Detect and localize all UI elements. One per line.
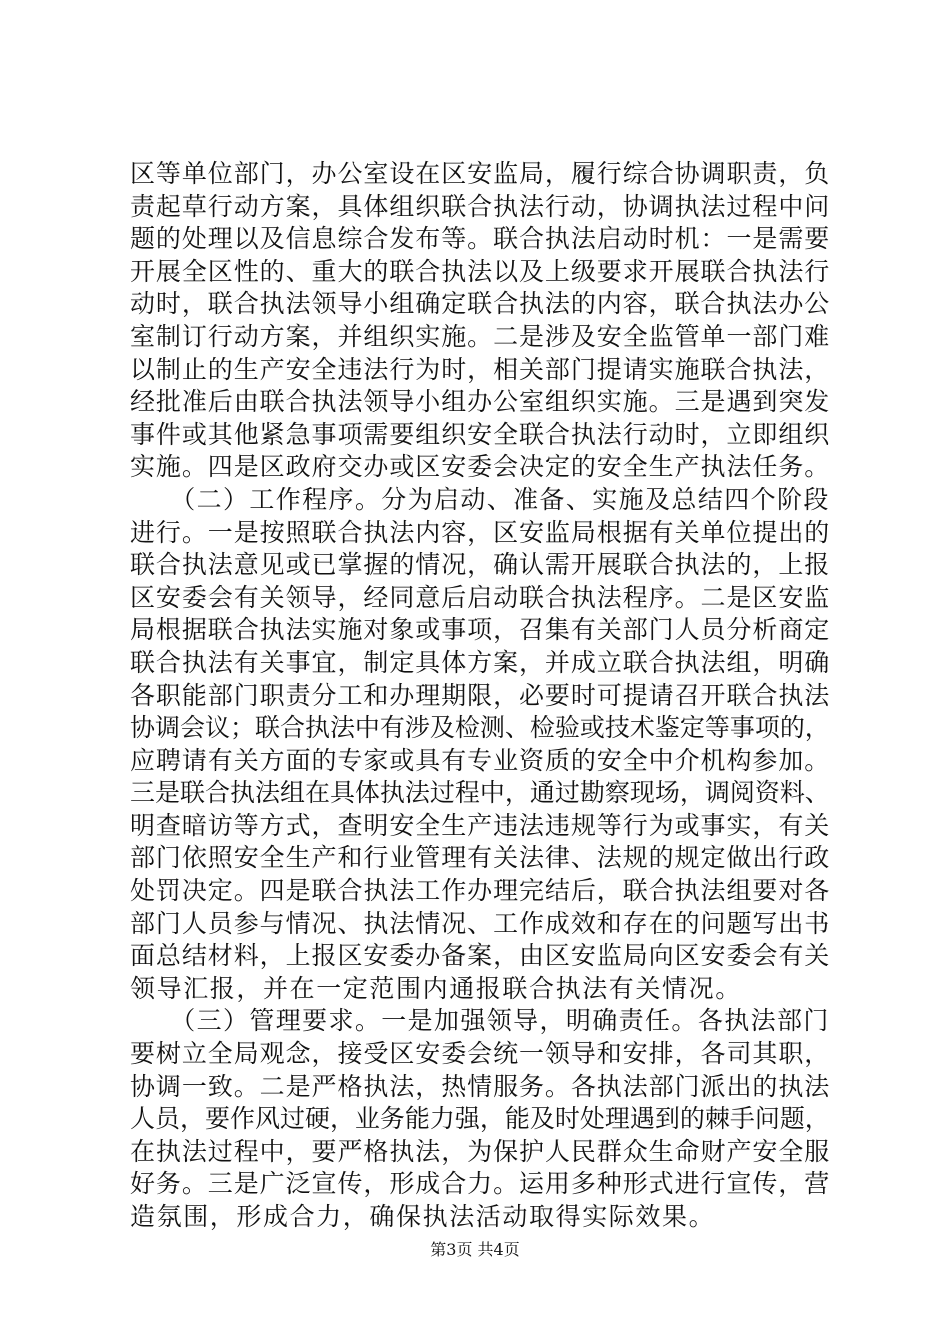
text-line: 联合执法有关事宜，制定具体方案，并成立联合执法组，明确 [130, 647, 831, 677]
text-line: 区等单位部门，办公室设在区安监局，履行综合协调职责，负 [130, 159, 831, 188]
text-line: 领导汇报，并在一定范围内通报联合执法有关情况。 [130, 973, 742, 1003]
text-line: 造氛围，形成合力，确保执法活动取得实际效果。 [130, 1202, 716, 1231]
text-line: 责起草行动方案，具体组织联合执法行动，协调执法过程中问 [130, 191, 831, 221]
text-line: 以制止的生产安全违法行为时，相关部门提请实施联合执法， [130, 354, 831, 384]
text-line: 局根据联合执法实施对象或事项，召集有关部门人员分析商定 [130, 615, 831, 645]
text-line: 进行。一是按照联合执法内容，区安监局根据有关单位提出的 [130, 517, 831, 547]
text-line: 联合执法意见或已掌握的情况，确认需开展联合执法的，上报 [130, 550, 831, 580]
text-line: 实施。四是区政府交办或区安委会决定的安全生产执法任务。 [130, 452, 831, 482]
body-text [130, 158, 830, 1234]
text-line: 协调会议；联合执法中有涉及检测、检验或技术鉴定等事项的， [130, 713, 830, 743]
text-line: 明查暗访等方式，查明安全生产违法违规等行为或事实，有关 [130, 810, 831, 840]
text-line: 处罚决定。四是联合执法工作办理完结后，联合执法组要对各 [130, 876, 831, 906]
text-line: 面总结材料，上报区安委办备案，由区安监局向区安委会有关 [130, 941, 831, 971]
text-line: 在执法过程中，要严格执法，为保护人民群众生命财产安全服 [130, 1136, 831, 1166]
text-line: 协调一致。二是严格执法，热情服务。各执法部门派出的执法 [130, 1071, 831, 1101]
text-line: （二）工作程序。分为启动、准备、实施及总结四个阶段 [130, 484, 830, 514]
text-line: （三）管理要求。一是加强领导，明确责任。各执法部门 [130, 1006, 830, 1036]
text-line: 各职能部门职责分工和办理期限，必要时可提请召开联合执法 [130, 680, 831, 710]
text-line: 部门依照安全生产和行业管理有关法律、法规的规定做出行政 [130, 843, 831, 873]
text-line: 应聘请有关方面的专家或具有专业资质的安全中介机构参加。 [130, 745, 831, 775]
text-line: 人员，要作风过硬，业务能力强，能及时处理遇到的棘手问题， [130, 1104, 830, 1134]
text-line: 经批准后由联合执法领导小组办公室组织实施。三是遇到突发 [130, 387, 831, 417]
text-line: 题的处理以及信息综合发布等。联合执法启动时机：一是需要 [130, 224, 831, 254]
text-line: 开展全区性的、重大的联合执法以及上级要求开展联合执法行 [130, 256, 831, 286]
text-line: 区安委会有关领导，经同意后启动联合执法程序。二是区安监 [130, 582, 831, 612]
text-line: 好务。三是广泛宣传，形成合力。运用多种形式进行宣传，营 [130, 1169, 831, 1199]
text-line: 室制订行动方案，并组织实施。二是涉及安全监管单一部门难 [130, 321, 831, 351]
text-line: 事件或其他紧急事项需要组织安全联合执法行动时，立即组织 [130, 419, 831, 449]
text-line: 要树立全局观念，接受区安委会统一领导和安排，各司其职， [130, 1039, 831, 1069]
text-line: 三是联合执法组在具体执法过程中，通过勘察现场，调阅资料、 [130, 778, 830, 808]
text-line: 动时，联合执法领导小组确定联合执法的内容，联合执法办公 [130, 289, 831, 319]
page-footer: 第3页 共4页 [430, 1240, 520, 1259]
text-line: 部门人员参与情况、执法情况、工作成效和存在的问题写出书 [130, 908, 831, 938]
